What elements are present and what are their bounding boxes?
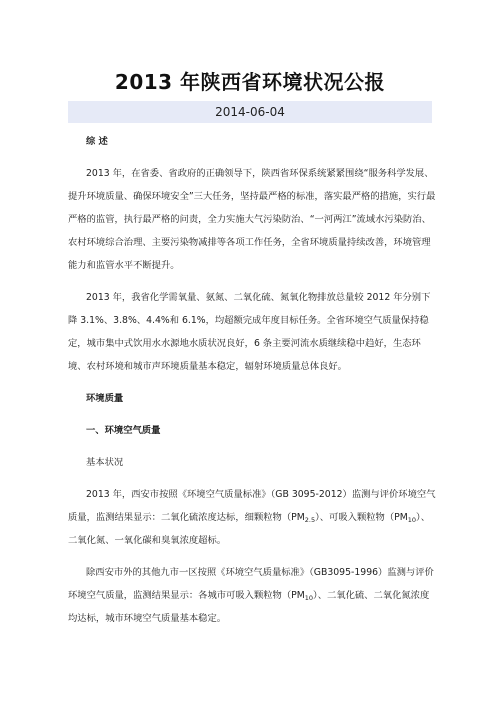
document-body xyxy=(68,130,436,630)
pm10-subscript: 10 xyxy=(407,516,417,524)
other-text-a: 除西安市外的其他九市一区按照《环境空气质量标准》（GB3095-1996）监测与评价环境空气质量，监测结果显示：各城市可吸入颗粒物（PM xyxy=(68,567,434,601)
other-text-b: ）、二氧化硫、二氧化氮浓度均达标，城市环境空气质量基本稳定。 xyxy=(68,590,430,624)
other-cities-paragraph xyxy=(68,561,436,630)
summary-heading: 综 述 xyxy=(86,136,108,147)
xian-text-b: ）、可吸入颗粒物（PM xyxy=(315,512,408,523)
other-pm10-subscript: 10 xyxy=(304,594,314,602)
summary-paragraph-1: 2013 年，在省委、省政府的正确领导下，陕西省环保系统紧紧围绕“服务科学发展、提升环境质量、确保环境安全”三大任务，坚持最严格的标准，落实最严格的措施，实行最严格的监管，执行最严格的问责，全力实施大气污染防治、“一河两江”流域水污染防治、农村环境综合治理、主要污染物减排等各项工作任务，全省环境质量持续改善，环境管理能力和监管水平不断提升。 xyxy=(68,168,436,271)
air-quality-heading: 一、环境空气质量 xyxy=(86,425,161,436)
pm25-subscript: 2.5 xyxy=(304,516,316,524)
xian-text-a: 2013 年，西安市按照《环境空气质量标准》（GB 3095-2012）监测与评价环境空气质量，监测结果显示：二氧化硫浓度达标，细颗粒物（PM xyxy=(68,489,436,523)
page-title: 2013 年陕西省环境状况公报 xyxy=(114,70,386,94)
basic-status-label: 基本状况 xyxy=(86,457,124,468)
xian-text-c: ）、二氧化氮、一氧化碳和臭氧浓度超标。 xyxy=(68,512,430,546)
environment-quality-heading: 环境质量 xyxy=(86,393,124,404)
xian-air-paragraph xyxy=(68,483,436,552)
summary-paragraph-2: 2013 年，我省化学需氧量、氨氮、二氧化硫、氮氧化物排放总量较 2012 年分别下降 3.1%、3.8%、4.4%和 6.1%，均超额完成年度目标任务。全省环境空气质量保持稳定，城市集中式饮用水水源地水质状况良好，6 条主要河流水质继续稳中趋好，生态环境、农村环境和城市声环境质量基本稳定，辐射环境质量总体良好。 xyxy=(68,292,431,372)
publish-date: 2014-06-04 xyxy=(68,101,432,123)
